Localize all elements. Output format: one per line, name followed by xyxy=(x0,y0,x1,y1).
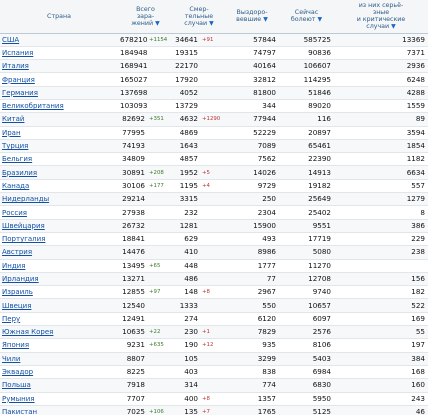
table-row xyxy=(0,60,428,73)
recovered: 344 xyxy=(225,99,279,112)
active-cases: 114295 xyxy=(279,73,334,86)
critical-cases xyxy=(334,259,428,272)
total-cases: 168941 xyxy=(118,60,148,73)
active-cases: 106607 xyxy=(279,60,334,73)
active-cases: 90836 xyxy=(279,46,334,59)
total-cases: 7707 xyxy=(118,392,148,405)
country-link[interactable]: Ирландия xyxy=(0,272,118,285)
active-cases: 10657 xyxy=(279,299,334,312)
deaths: 22170 xyxy=(173,60,201,73)
new-cases xyxy=(148,86,173,99)
country-link[interactable]: Канада xyxy=(0,179,118,192)
new-deaths: +91 xyxy=(201,33,225,46)
active-cases: 22390 xyxy=(279,153,334,166)
active-cases: 5950 xyxy=(279,392,334,405)
deaths: 190 xyxy=(173,339,201,352)
deaths: 34641 xyxy=(173,33,201,46)
country-link[interactable]: Эквадор xyxy=(0,365,118,378)
recovered: 7089 xyxy=(225,139,279,152)
table-row xyxy=(0,392,428,405)
recovered: 77 xyxy=(225,272,279,285)
new-deaths xyxy=(201,193,225,206)
table-row xyxy=(0,33,428,46)
total-cases: 165027 xyxy=(118,73,148,86)
total-cases: 10635 xyxy=(118,326,148,339)
deaths: 19315 xyxy=(173,46,201,59)
active-cases: 6830 xyxy=(279,379,334,392)
deaths: 230 xyxy=(173,326,201,339)
deaths: 1952 xyxy=(173,166,201,179)
critical-cases: 1182 xyxy=(334,153,428,166)
critical-cases: 13369 xyxy=(334,33,428,46)
active-cases: 9740 xyxy=(279,286,334,299)
deaths: 135 xyxy=(173,405,201,415)
critical-cases: 1279 xyxy=(334,193,428,206)
active-cases: 5125 xyxy=(279,405,334,415)
country-link[interactable]: Перу xyxy=(0,312,118,325)
new-cases xyxy=(148,153,173,166)
deaths: 403 xyxy=(173,365,201,378)
table-row xyxy=(0,286,428,299)
table-row xyxy=(0,166,428,179)
deaths: 4052 xyxy=(173,86,201,99)
table-header-row xyxy=(0,0,428,33)
total-cases: 26732 xyxy=(118,219,148,232)
country-link[interactable]: Швейцария xyxy=(0,219,118,232)
country-link[interactable]: Южная Корея xyxy=(0,326,118,339)
new-deaths: +4 xyxy=(201,179,225,192)
total-cases: 184948 xyxy=(118,46,148,59)
country-link[interactable]: Россия xyxy=(0,206,118,219)
recovered: 74797 xyxy=(225,46,279,59)
new-cases xyxy=(148,272,173,285)
deaths: 148 xyxy=(173,286,201,299)
new-cases: +97 xyxy=(148,286,173,299)
critical-cases: 384 xyxy=(334,352,428,365)
recovered: 250 xyxy=(225,193,279,206)
critical-cases: 7371 xyxy=(334,46,428,59)
deaths: 400 xyxy=(173,392,201,405)
active-cases: 2576 xyxy=(279,326,334,339)
table-row xyxy=(0,113,428,126)
total-cases: 8225 xyxy=(118,365,148,378)
total-cases: 8807 xyxy=(118,352,148,365)
total-cases: 13271 xyxy=(118,272,148,285)
deaths: 1281 xyxy=(173,219,201,232)
total-cases: 77995 xyxy=(118,126,148,139)
country-link[interactable]: Бразилия xyxy=(0,166,118,179)
deaths: 410 xyxy=(173,246,201,259)
total-cases: 27938 xyxy=(118,206,148,219)
recovered: 77944 xyxy=(225,113,279,126)
new-deaths xyxy=(201,219,225,232)
total-cases: 12855 xyxy=(118,286,148,299)
total-cases: 7918 xyxy=(118,379,148,392)
deaths: 232 xyxy=(173,206,201,219)
critical-cases: 243 xyxy=(334,392,428,405)
country-link[interactable]: Израиль xyxy=(0,286,118,299)
new-cases xyxy=(148,206,173,219)
recovered: 14026 xyxy=(225,166,279,179)
table-row xyxy=(0,352,428,365)
table-row xyxy=(0,246,428,259)
new-deaths xyxy=(201,73,225,86)
sort-down-icon[interactable]: ▼ xyxy=(263,16,268,24)
critical-cases: 182 xyxy=(334,286,428,299)
deaths: 4857 xyxy=(173,153,201,166)
new-cases xyxy=(148,99,173,112)
table-row xyxy=(0,272,428,285)
recovered: 935 xyxy=(225,339,279,352)
table-row xyxy=(0,379,428,392)
new-cases: +106 xyxy=(148,405,173,415)
new-cases xyxy=(148,193,173,206)
country-link[interactable]: Австрия xyxy=(0,246,118,259)
new-cases xyxy=(148,219,173,232)
active-cases: 11270 xyxy=(279,259,334,272)
active-cases: 585725 xyxy=(279,33,334,46)
recovered: 2304 xyxy=(225,206,279,219)
recovered: 15900 xyxy=(225,219,279,232)
new-cases xyxy=(148,379,173,392)
active-cases: 116 xyxy=(279,113,334,126)
new-deaths: +1 xyxy=(201,326,225,339)
recovered: 9729 xyxy=(225,179,279,192)
total-cases: 7025 xyxy=(118,405,148,415)
new-deaths xyxy=(201,126,225,139)
table-row xyxy=(0,219,428,232)
critical-cases: 8 xyxy=(334,206,428,219)
new-deaths xyxy=(201,272,225,285)
recovered: 3299 xyxy=(225,352,279,365)
deaths: 1643 xyxy=(173,139,201,152)
total-cases: 82692 xyxy=(118,113,148,126)
active-cases: 25402 xyxy=(279,206,334,219)
total-cases: 29214 xyxy=(118,193,148,206)
header-deaths[interactable]: Смер- тельные случаи ▼ xyxy=(173,0,225,33)
sort-down-icon[interactable]: ▼ xyxy=(155,19,160,27)
new-cases: +635 xyxy=(148,339,173,352)
country-link[interactable]: Франция xyxy=(0,73,118,86)
country-link[interactable]: Иран xyxy=(0,126,118,139)
table-row xyxy=(0,259,428,272)
country-link[interactable]: Италия xyxy=(0,60,118,73)
recovered: 8986 xyxy=(225,246,279,259)
critical-cases: 2936 xyxy=(334,60,428,73)
table-row xyxy=(0,153,428,166)
recovered: 81800 xyxy=(225,86,279,99)
critical-cases: 522 xyxy=(334,299,428,312)
active-cases: 8106 xyxy=(279,339,334,352)
critical-cases: 160 xyxy=(334,379,428,392)
new-deaths xyxy=(201,86,225,99)
table-row xyxy=(0,86,428,99)
table-row xyxy=(0,126,428,139)
total-cases: 12491 xyxy=(118,312,148,325)
country-link[interactable]: Польша xyxy=(0,379,118,392)
country-link[interactable]: Чили xyxy=(0,352,118,365)
critical-cases: 229 xyxy=(334,232,428,245)
new-deaths xyxy=(201,60,225,73)
new-deaths: +5 xyxy=(201,166,225,179)
header-recovered[interactable]: Выздоро- вевшие ▼ xyxy=(225,0,279,33)
critical-cases: 3594 xyxy=(334,126,428,139)
total-cases: 14476 xyxy=(118,246,148,259)
new-cases xyxy=(148,365,173,378)
total-cases: 13495 xyxy=(118,259,148,272)
recovered: 774 xyxy=(225,379,279,392)
new-cases: +208 xyxy=(148,166,173,179)
header-total[interactable]: Всего зара- жений ▼ xyxy=(118,0,173,33)
new-cases: +65 xyxy=(148,259,173,272)
recovered: 32812 xyxy=(225,73,279,86)
country-link[interactable]: Китай xyxy=(0,113,118,126)
table-row xyxy=(0,299,428,312)
country-link[interactable]: США xyxy=(0,33,118,46)
country-link[interactable]: Пакистан xyxy=(0,405,118,415)
new-cases: +1154 xyxy=(148,33,173,46)
country-link[interactable]: Швеция xyxy=(0,299,118,312)
country-link[interactable]: Великобритания xyxy=(0,99,118,112)
active-cases: 6984 xyxy=(279,365,334,378)
new-deaths xyxy=(201,246,225,259)
active-cases: 12708 xyxy=(279,272,334,285)
critical-cases: 557 xyxy=(334,179,428,192)
deaths: 13729 xyxy=(173,99,201,112)
active-cases: 6097 xyxy=(279,312,334,325)
recovered: 838 xyxy=(225,365,279,378)
new-cases xyxy=(148,312,173,325)
new-cases xyxy=(148,232,173,245)
critical-cases: 46 xyxy=(334,405,428,415)
critical-cases: 89 xyxy=(334,113,428,126)
new-cases xyxy=(148,392,173,405)
new-deaths xyxy=(201,299,225,312)
new-deaths: +7 xyxy=(201,405,225,415)
critical-cases: 238 xyxy=(334,246,428,259)
recovered: 6120 xyxy=(225,312,279,325)
new-cases xyxy=(148,352,173,365)
deaths: 1333 xyxy=(173,299,201,312)
country-link[interactable]: Германия xyxy=(0,86,118,99)
table-row xyxy=(0,193,428,206)
deaths: 486 xyxy=(173,272,201,285)
table-row xyxy=(0,232,428,245)
table-row xyxy=(0,312,428,325)
table-row xyxy=(0,206,428,219)
critical-cases: 169 xyxy=(334,312,428,325)
active-cases: 5080 xyxy=(279,246,334,259)
new-deaths xyxy=(201,259,225,272)
country-link[interactable]: Испания xyxy=(0,46,118,59)
new-cases xyxy=(148,60,173,73)
new-cases: +22 xyxy=(148,326,173,339)
table-row xyxy=(0,46,428,59)
header-country[interactable]: Страна xyxy=(0,0,118,33)
new-deaths xyxy=(201,312,225,325)
country-link[interactable]: Турция xyxy=(0,139,118,152)
deaths: 448 xyxy=(173,259,201,272)
new-deaths xyxy=(201,379,225,392)
table-row xyxy=(0,326,428,339)
deaths: 314 xyxy=(173,379,201,392)
deaths: 4869 xyxy=(173,126,201,139)
country-link[interactable]: Нидерланды xyxy=(0,193,118,206)
new-deaths xyxy=(201,46,225,59)
critical-cases: 55 xyxy=(334,326,428,339)
new-cases xyxy=(148,126,173,139)
header-critical[interactable]: из них серьё- зные и критические случаи ▼ xyxy=(334,0,428,33)
new-deaths: +1290 xyxy=(201,113,225,126)
recovered: 52229 xyxy=(225,126,279,139)
critical-cases: 168 xyxy=(334,365,428,378)
total-cases: 34809 xyxy=(118,153,148,166)
new-cases xyxy=(148,246,173,259)
new-cases xyxy=(148,46,173,59)
new-deaths xyxy=(201,232,225,245)
recovered: 2967 xyxy=(225,286,279,299)
active-cases: 5403 xyxy=(279,352,334,365)
sort-down-icon[interactable]: ▼ xyxy=(317,16,323,24)
new-deaths: +8 xyxy=(201,286,225,299)
deaths: 629 xyxy=(173,232,201,245)
country-link[interactable]: Португалия xyxy=(0,232,118,245)
recovered: 550 xyxy=(225,299,279,312)
deaths: 1195 xyxy=(173,179,201,192)
new-cases xyxy=(148,139,173,152)
table-row xyxy=(0,99,428,112)
active-cases: 51846 xyxy=(279,86,334,99)
total-cases: 12540 xyxy=(118,299,148,312)
deaths: 105 xyxy=(173,352,201,365)
country-link[interactable]: Индия xyxy=(0,259,118,272)
new-cases xyxy=(148,299,173,312)
critical-cases: 4288 xyxy=(334,86,428,99)
table-row xyxy=(0,73,428,86)
active-cases: 65461 xyxy=(279,139,334,152)
deaths: 274 xyxy=(173,312,201,325)
deaths: 4632 xyxy=(173,113,201,126)
new-deaths: +12 xyxy=(201,339,225,352)
critical-cases: 1559 xyxy=(334,99,428,112)
table-body xyxy=(0,33,428,415)
active-cases: 19182 xyxy=(279,179,334,192)
critical-cases: 197 xyxy=(334,339,428,352)
total-cases: 30106 xyxy=(118,179,148,192)
recovered: 1765 xyxy=(225,405,279,415)
critical-cases: 6248 xyxy=(334,73,428,86)
recovered: 40164 xyxy=(225,60,279,73)
active-cases: 17719 xyxy=(279,232,334,245)
recovered: 1777 xyxy=(225,259,279,272)
new-cases: +177 xyxy=(148,179,173,192)
critical-cases: 156 xyxy=(334,272,428,285)
country-link[interactable]: Бельгия xyxy=(0,153,118,166)
deaths: 17920 xyxy=(173,73,201,86)
total-cases: 74193 xyxy=(118,139,148,152)
recovered: 7562 xyxy=(225,153,279,166)
total-cases: 678210 xyxy=(118,33,148,46)
recovered: 493 xyxy=(225,232,279,245)
new-deaths xyxy=(201,206,225,219)
new-deaths xyxy=(201,139,225,152)
new-deaths: +8 xyxy=(201,392,225,405)
critical-cases: 1854 xyxy=(334,139,428,152)
table-row xyxy=(0,179,428,192)
deaths: 3315 xyxy=(173,193,201,206)
new-deaths xyxy=(201,352,225,365)
country-link[interactable]: Япония xyxy=(0,339,118,352)
new-deaths xyxy=(201,99,225,112)
new-cases: +351 xyxy=(148,113,173,126)
total-cases: 137698 xyxy=(118,86,148,99)
active-cases: 14913 xyxy=(279,166,334,179)
new-deaths xyxy=(201,153,225,166)
active-cases: 20897 xyxy=(279,126,334,139)
total-cases: 103093 xyxy=(118,99,148,112)
header-active[interactable]: Сейчас болеют ▼ xyxy=(279,0,334,33)
total-cases: 9231 xyxy=(118,339,148,352)
active-cases: 9551 xyxy=(279,219,334,232)
recovered: 7829 xyxy=(225,326,279,339)
table-row xyxy=(0,405,428,415)
sort-down-icon[interactable]: ▼ xyxy=(209,19,214,27)
table-row xyxy=(0,339,428,352)
table-row xyxy=(0,139,428,152)
active-cases: 25649 xyxy=(279,193,334,206)
new-cases xyxy=(148,73,173,86)
active-cases: 89020 xyxy=(279,99,334,112)
recovered: 1357 xyxy=(225,392,279,405)
sort-down-icon[interactable]: ▼ xyxy=(391,23,396,31)
country-link[interactable]: Румыния xyxy=(0,392,118,405)
total-cases: 30891 xyxy=(118,166,148,179)
critical-cases: 386 xyxy=(334,219,428,232)
recovered: 57844 xyxy=(225,33,279,46)
table-row xyxy=(0,365,428,378)
new-deaths xyxy=(201,365,225,378)
critical-cases: 6634 xyxy=(334,166,428,179)
total-cases: 18841 xyxy=(118,232,148,245)
